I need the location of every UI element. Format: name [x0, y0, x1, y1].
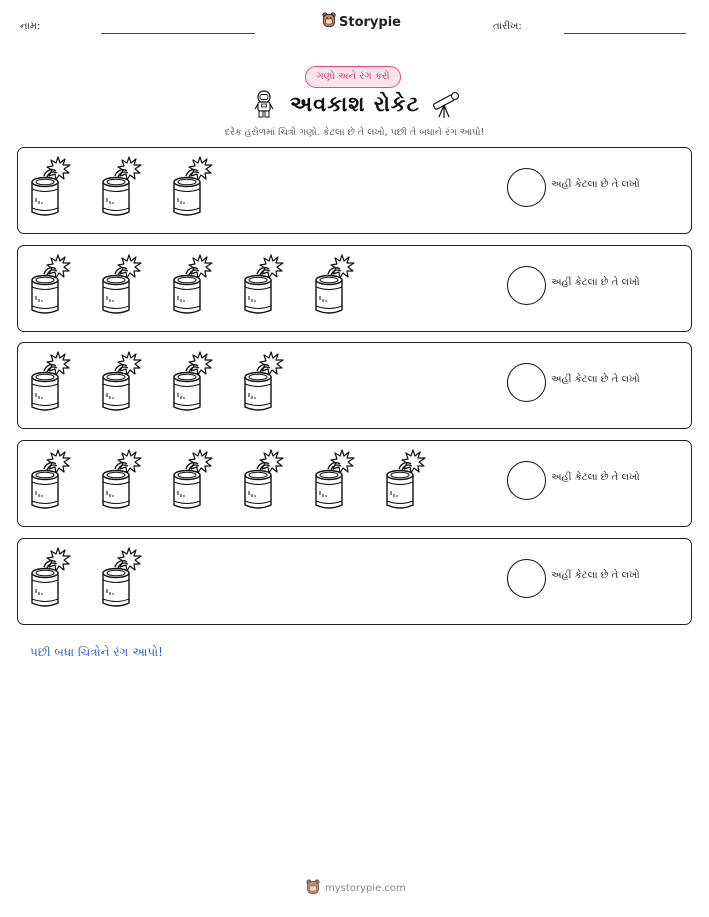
brand	[322, 12, 401, 32]
rocket-can-icon[interactable]	[170, 154, 214, 220]
rocket-can-icon[interactable]	[28, 349, 72, 415]
activity-badge: ગણો અને રંગ કરો	[305, 66, 401, 88]
footer-note: પછી બધા ચિત્રોને રંગ આપો!	[30, 645, 163, 659]
rocket-can-icon[interactable]	[312, 447, 356, 513]
rocket-can-icon[interactable]	[99, 447, 143, 513]
astronaut-icon	[254, 90, 274, 122]
rocket-can-icon[interactable]	[99, 154, 143, 220]
answer-label: અહીં કેટલા છે તે લખો	[551, 276, 640, 288]
footer-site	[306, 879, 406, 898]
rocket-can-icon[interactable]	[99, 349, 143, 415]
answer-circle[interactable]	[507, 559, 546, 598]
storypie-bear-icon	[322, 12, 336, 32]
counting-row	[17, 245, 692, 332]
rocket-can-icon[interactable]	[28, 252, 72, 318]
rocket-can-icon[interactable]	[99, 252, 143, 318]
answer-label: અહીં કેટલા છે તે લખો	[551, 179, 640, 190]
answer-circle[interactable]	[507, 461, 546, 500]
answer-label: અહીં કેટલા છે તે લખો	[551, 569, 640, 581]
rocket-can-icon[interactable]	[28, 154, 72, 220]
date-line[interactable]	[564, 33, 686, 34]
counting-row	[17, 147, 692, 234]
rocket-can-icon[interactable]	[28, 545, 72, 611]
rocket-can-icon[interactable]	[99, 545, 143, 611]
rocket-can-icon[interactable]	[383, 447, 427, 513]
rocket-can-icon[interactable]	[312, 252, 356, 318]
answer-circle[interactable]	[507, 266, 546, 305]
answer-label: અહીં કેટલા છે તે લખો	[551, 374, 640, 386]
rocket-can-icon[interactable]	[170, 349, 214, 415]
rocket-can-icon[interactable]	[241, 349, 285, 415]
instructions: દરેક હરોળમાં ચિત્રો ગણો. કેટલા છે તે લખો, પછી તે બધાને રંગ આપો!	[224, 127, 485, 138]
answer-circle[interactable]	[507, 363, 546, 402]
rocket-can-icon[interactable]	[241, 447, 285, 513]
counting-row	[17, 342, 692, 429]
name-line[interactable]	[101, 33, 255, 34]
counting-row	[17, 440, 692, 527]
counting-row	[17, 538, 692, 625]
storypie-footer-logo-icon	[306, 879, 320, 898]
answer-circle[interactable]	[507, 168, 546, 207]
rocket-can-icon[interactable]	[241, 252, 285, 318]
footer-site-text: mystorypie.com	[325, 883, 406, 894]
brand-name: Storypie	[339, 14, 401, 30]
rocket-can-icon[interactable]	[170, 447, 214, 513]
name-label: નામ:	[20, 21, 41, 32]
page-title: અવકાશ રોકેટ	[290, 92, 420, 116]
telescope-icon	[430, 91, 460, 123]
date-label: તારીખ:	[493, 21, 522, 32]
rocket-can-icon[interactable]	[170, 252, 214, 318]
rocket-can-icon[interactable]	[28, 447, 72, 513]
answer-label: અહીં કેટલા છે તે લખો	[551, 472, 640, 484]
